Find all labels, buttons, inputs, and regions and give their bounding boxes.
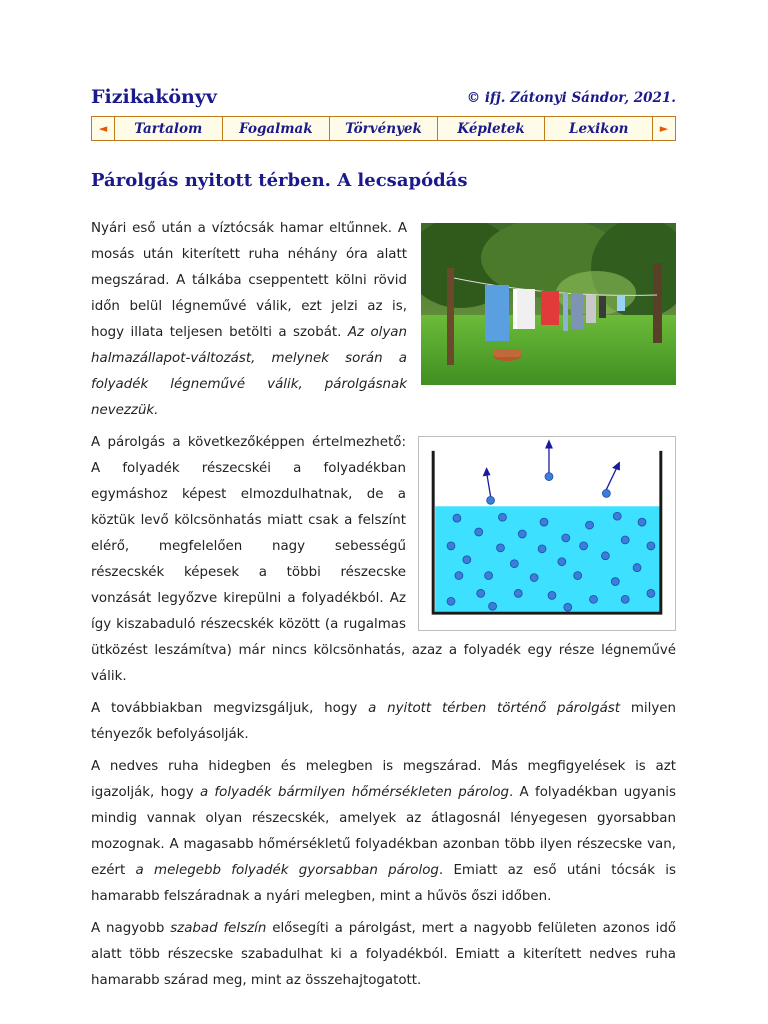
velocity-arrows bbox=[484, 441, 620, 496]
nav-item-torvenyek[interactable]: Törvények bbox=[329, 117, 437, 140]
definition-emphasis: Az olyan halmazállapot-változást, melynek során a folyadék légneművé válik, párolgásnak nevezzük. bbox=[91, 325, 407, 418]
paragraph-4: A nedves ruha hidegben és melegben is megszárad. Más megfigyelések is azt igazolják, hogy a folyadék bármilyen hőmérsékleten párolog. A folyadékban ugyanis mindig vannak olyan részecskék, amelyek az átlagosnál lényegesen gyorsabban mozognak. A magasabb hőmérsékletű folyadékban azonban több ilyen részecske van, ezért a melegebb folyadék gyorsabban párolog. Emiatt az eső utáni tócsák is hamarabb felszáradnak a nyári melegben, mint a hűvös őszi időben. bbox=[91, 759, 677, 904]
nav-item-fogalmak[interactable]: Fogalmak bbox=[222, 117, 330, 140]
nav-bar bbox=[91, 116, 676, 141]
nav-item-lexikon[interactable]: Lexikon bbox=[544, 117, 652, 140]
book-title[interactable]: Fizikakönyv bbox=[91, 86, 217, 108]
page-header bbox=[91, 86, 676, 112]
article-body bbox=[91, 216, 676, 1000]
laundry-photo bbox=[421, 223, 676, 385]
page-title: Párolgás nyitott térben. A lecsapódás bbox=[91, 170, 468, 191]
nav-item-tartalom[interactable]: Tartalom bbox=[114, 117, 222, 140]
right-arrow-icon[interactable]: ► bbox=[652, 117, 675, 140]
paragraph-5: A nagyobb szabad felszín elősegíti a párolgást, mert a nagyobb felületen azonos idő alatt több részecske szabadulhat ki a folyadékból. Emiatt a kiterített nedves ruha hamarabb szárad meg, mint az összehajtogatott. bbox=[91, 921, 677, 988]
paragraph-1: Nyári eső után a víztócsák hamar eltűnnek. A mosás után kiterített ruha néhány óra alatt megszárad. A tálkába cseppentett kölni rövid időn belül légneművé válik, ezt jelzi az is, hogy illata teljesen betölti a szobát. Az olyan halmazállapot-változást, melynek során a folyadék légneművé válik, párolgásnak nevezzük. bbox=[91, 221, 407, 418]
escaping-particles bbox=[487, 473, 611, 505]
paragraph-2: A párolgás a következőképpen értelmezhető: A folyadék részecskéi a folyadékban egymáshoz képest elmozdulhatnak, de a köztük levő kölcsönhatás miatt csak a felszínt elérő, megfelelően nagy sebességű részecskék képesek a többi részecske vonzását legyőzve kirepülni a folyadékból. Az így kiszabaduló részecskék között (a rugalmas ütközést leszámítva) már nincs kölcsönhatás, azaz a folyadék egy része légneművé válik. bbox=[91, 435, 676, 684]
left-arrow-icon[interactable]: ◄ bbox=[98, 122, 108, 135]
paragraph-3: A továbbiakban megvizsgáljuk, hogy a nyitott térben történő párolgást milyen tényezők befolyásolják. bbox=[91, 701, 676, 742]
evaporation-diagram bbox=[418, 436, 676, 631]
copyright: © ifj. Zátonyi Sándor, 2021. bbox=[466, 90, 676, 106]
nav-item-kepletek[interactable]: Képletek bbox=[437, 117, 545, 140]
